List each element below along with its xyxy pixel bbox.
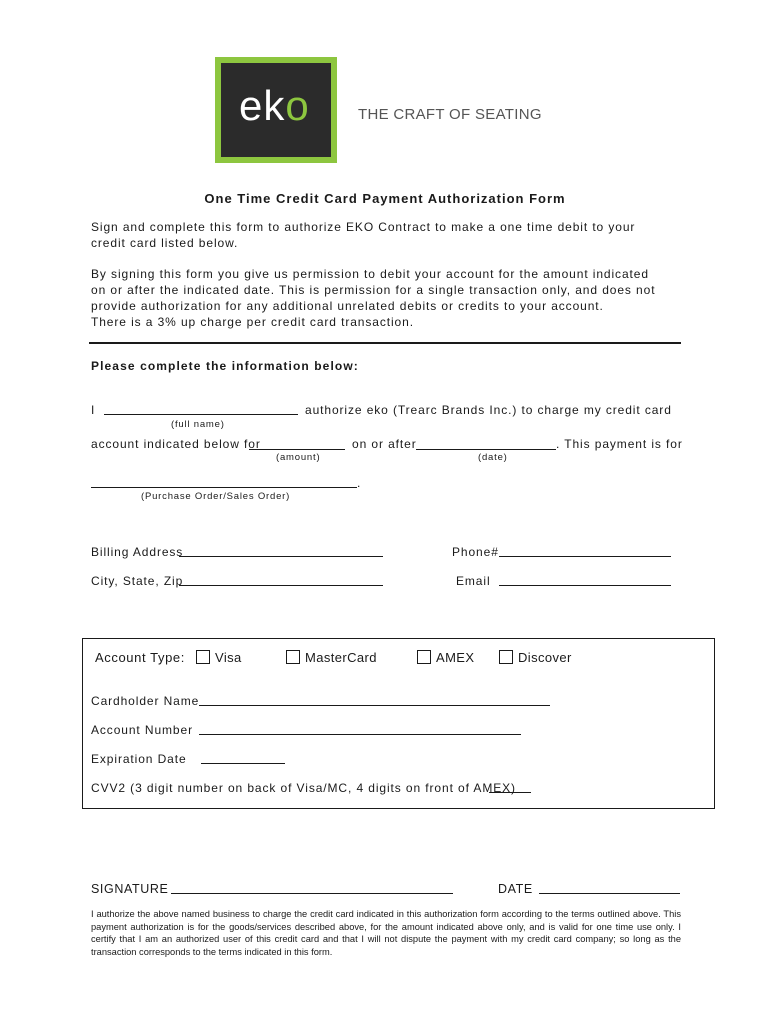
amex-checkbox[interactable] xyxy=(417,650,431,664)
city-state-zip-label: City, State, Zip xyxy=(91,574,184,588)
form-title: One Time Credit Card Payment Authorization Form xyxy=(204,191,566,206)
signature-date-label: DATE xyxy=(498,882,533,896)
authorize-text: authorize eko (Trearc Brands Inc.) to charge my credit card xyxy=(305,403,672,417)
payment-for-text: . This payment is for xyxy=(556,437,683,451)
purchase-order-period: . xyxy=(357,476,362,490)
cardholder-name-field[interactable] xyxy=(199,705,550,706)
full-name-field[interactable] xyxy=(104,414,298,415)
amount-field[interactable] xyxy=(249,449,345,450)
logo-tagline: THE CRAFT OF SEATING xyxy=(358,106,542,123)
billing-address-label: Billing Address xyxy=(91,545,184,559)
billing-address-field[interactable] xyxy=(179,556,383,557)
visa-checkbox[interactable] xyxy=(196,650,210,664)
intro-line: credit card listed below. xyxy=(91,236,239,250)
account-number-field[interactable] xyxy=(199,734,521,735)
expiration-date-label: Expiration Date xyxy=(91,752,187,766)
account-type-label: Account Type: xyxy=(95,650,185,665)
permission-line: on or after the indicated date. This is permission for a single transaction only, and does not xyxy=(91,283,656,297)
complete-info-heading: Please complete the information below: xyxy=(91,359,359,373)
account-indicated-text: account indicated below for xyxy=(91,437,261,451)
signature-field[interactable] xyxy=(171,893,453,894)
purchase-order-field[interactable] xyxy=(91,487,357,488)
mastercard-checkbox[interactable] xyxy=(286,650,300,664)
signature-label: SIGNATURE xyxy=(91,882,169,896)
amount-caption: (amount) xyxy=(276,452,321,463)
intro-line: Sign and complete this form to authorize EKO Contract to make a one time debit to your xyxy=(91,220,636,234)
cardholder-name-label: Cardholder Name xyxy=(91,694,200,708)
phone-label: Phone# xyxy=(452,545,499,559)
city-state-zip-field[interactable] xyxy=(179,585,383,586)
permission-line: provide authorization for any additional unrelated debits or credits to your account. xyxy=(91,299,604,313)
logo-accent-letter: o xyxy=(285,82,310,129)
discover-label: Discover xyxy=(518,650,572,665)
discover-checkbox[interactable] xyxy=(499,650,513,664)
phone-field[interactable] xyxy=(499,556,671,557)
cvv2-field[interactable] xyxy=(489,792,531,793)
purchase-order-caption: (Purchase Order/Sales Order) xyxy=(141,491,291,502)
permission-paragraph xyxy=(91,266,691,330)
account-number-label: Account Number xyxy=(91,723,193,737)
visa-label: Visa xyxy=(215,650,242,665)
legal-disclaimer: I authorize the above named business to charge the credit card indicated in this authorization form according to the terms outlined above. This payment authorization is for the goods/services described above, for the amount indicated above only, and is valid for one time use only. I certify that I am an authorized user of this credit card and that I will not dispute the payment with my credit card company; so long as the transaction corresponds to the terms indicated in this form. xyxy=(91,909,681,957)
section-divider xyxy=(89,342,681,344)
amex-label: AMEX xyxy=(436,650,475,665)
date-field[interactable] xyxy=(416,449,556,450)
signature-date-field[interactable] xyxy=(539,893,680,894)
logo-wordmark xyxy=(239,82,310,129)
cvv2-label: CVV2 (3 digit number on back of Visa/MC, 4 digits on front of AMEX) xyxy=(91,781,516,795)
intro-paragraph xyxy=(91,219,691,251)
mastercard-label: MasterCard xyxy=(305,650,377,665)
email-field[interactable] xyxy=(499,585,671,586)
date-caption: (date) xyxy=(478,452,508,463)
permission-line: By signing this form you give us permission to debit your account for the amount indicated xyxy=(91,267,649,281)
permission-line: There is a 3% up charge per credit card transaction. xyxy=(91,315,414,329)
logo-inner xyxy=(221,63,331,157)
authorize-prefix: I xyxy=(91,403,96,417)
on-or-after-text: on or after xyxy=(352,437,417,451)
expiration-date-field[interactable] xyxy=(201,763,285,764)
eko-logo xyxy=(215,57,337,163)
logo-main-letters: ek xyxy=(239,82,286,129)
full-name-caption: (full name) xyxy=(171,419,225,430)
email-label: Email xyxy=(456,574,491,588)
